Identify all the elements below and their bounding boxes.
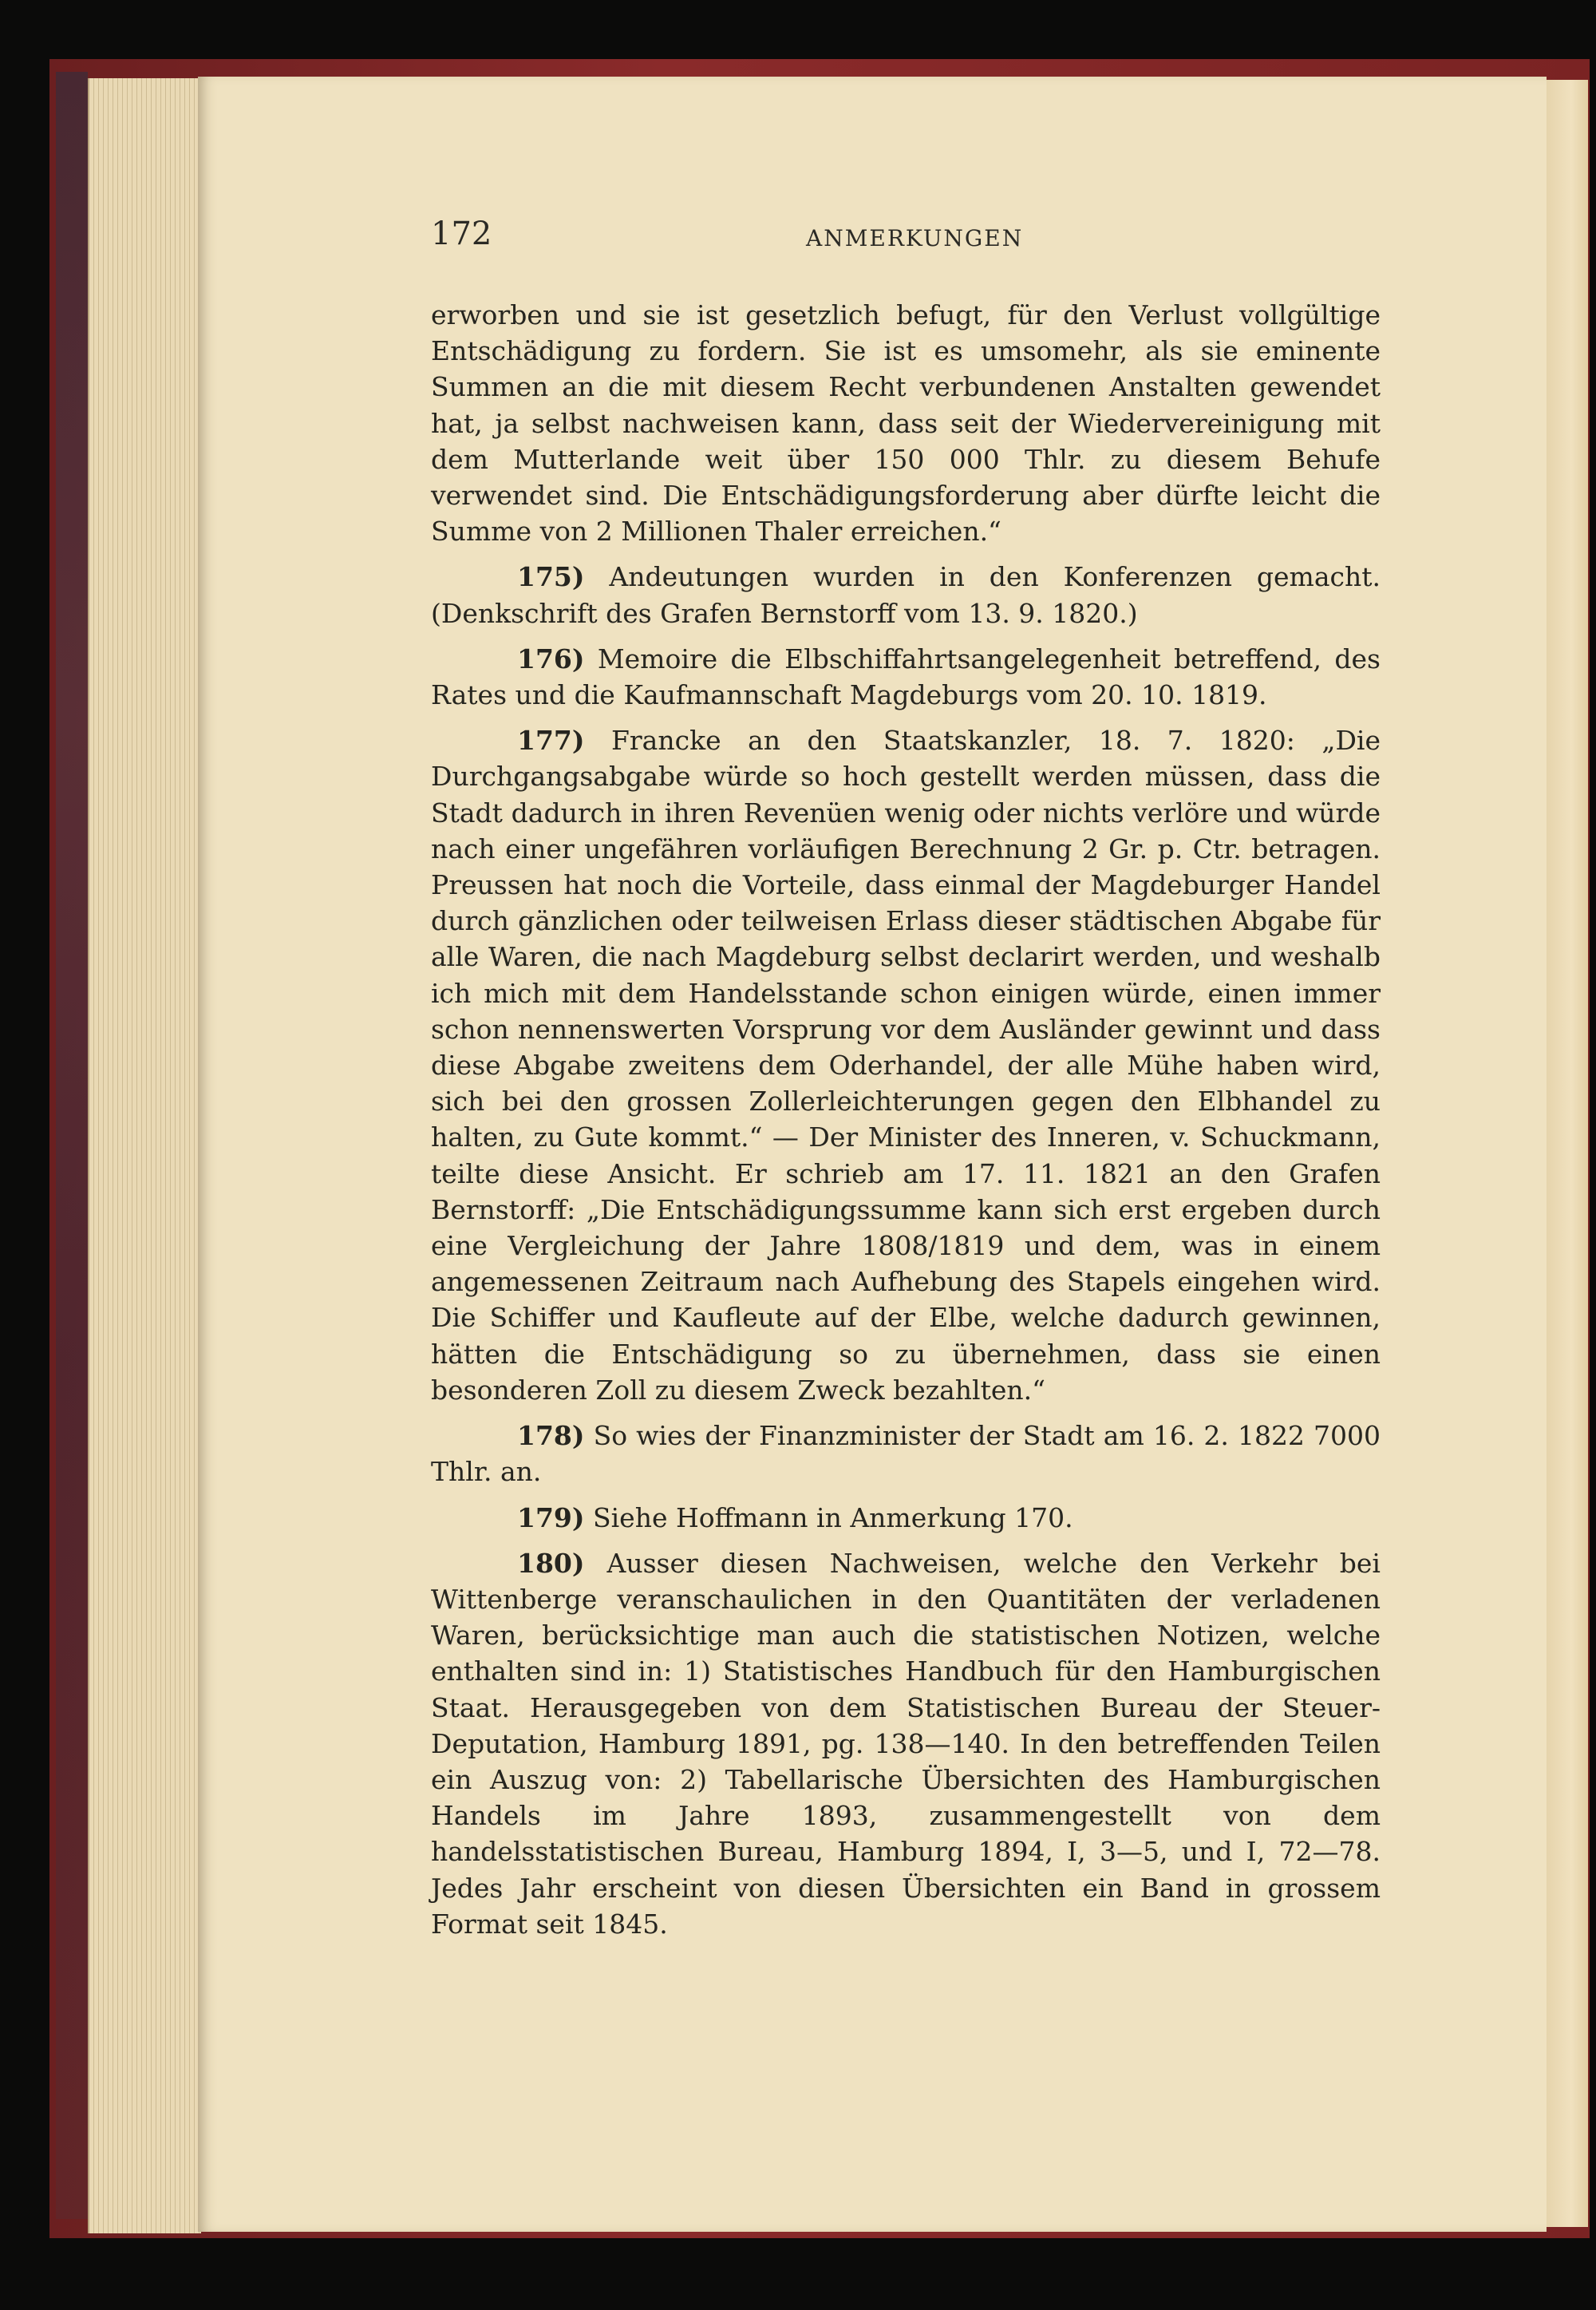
note-number: 179) [517, 1501, 585, 1533]
page-text [431, 297, 1381, 1952]
note-text: Memoire die Elbschiffahrtsangelegenheit betreffend, des Rates und die Kaufmannschaft Magdeburgs vom 20. 10. 1819. [431, 643, 1381, 711]
note-177 [431, 722, 1381, 1408]
note-175 [431, 559, 1381, 631]
note-number: 177) [517, 725, 585, 757]
header-title: ANMERKUNGEN [806, 225, 1024, 251]
note-number: 176) [517, 643, 585, 674]
note-number: 175) [517, 561, 585, 593]
note-text: Francke an den Staatskanzler, 18. 7. 1820: „Die Durchgangsabgabe würde so hoch gestellt werden müssen, dass die Stadt dadurch in ihren Revenüen wenig oder nichts verlöre und würde nach einer ungefähren vorläufigen Berechnung 2 Gr. p. Ctr. betragen. Preussen hat noch die Vorteile, dass einmal der Magdeburger Handel durch gänzlichen oder teilweisen Erlass dieser städtischen Abgabe für alle Waren, die nach Magdeburg selbst declarirt werden, und weshalb ich mich mit dem Handelsstande schon einigen würde, einen immer schon nennenswerten Vorsprung vor dem Ausländer gewinnt und dass diese Abgabe zweitens dem Oderhandel, der alle Mühe haben wird, sich bei den grossen Zollerleichterungen gegen den Elbhandel zu halten, zu Gute kommt.“ — Der Minister des Inneren, v. Schuckmann, teilte diese Ansicht. Er schrieb am 17. 11. 1821 an den Grafen Bernstorff: „Die Entschädigungssumme kann sich erst ergeben durch eine Vergleichung der Jahre 1808/1819 und dem, was in einem angemessenen Zeitraum nach Aufhebung des Stapels eingehen wird. Die Schiffer und Kaufleute auf der Elbe, welche dadurch gewinnen, hätten die Entschädigung so zu übernehmen, dass sie einen besonderen Zoll zu diesem Zweck bezahlten.“ [431, 725, 1381, 1406]
note-text: Siehe Hoffmann in Anmerkung 170. [593, 1501, 1073, 1533]
page-number: 172 [431, 216, 492, 252]
note-176 [431, 641, 1381, 713]
running-head [431, 216, 1389, 263]
note-number: 180) [517, 1547, 585, 1579]
note-number: 178) [517, 1420, 585, 1452]
note-text: Andeutungen wurden in den Konferenzen gemacht. (Denkschrift des Grafen Bernstorff vom 13. 9. 1820.) [431, 561, 1381, 629]
cover-edge [56, 72, 88, 2219]
note-178 [431, 1418, 1381, 1489]
note-text: So wies der Finanzminister der Stadt am 16. 2. 1822 7000 Thlr. an. [431, 1420, 1381, 1488]
facing-page-edge [1547, 80, 1588, 2227]
continuation-paragraph: erworben und sie ist gesetzlich befugt, für den Verlust vollgültige Entschädigung zu fordern. Sie ist es umsomehr, als sie eminente Summen an die mit diesem Recht verbundenen Anstalten gewendet hat, ja selbst nachweisen kann, dass seit der Wiedervereinigung mit dem Mutterlande weit über 150 000 Thlr. zu diesem Behufe verwendet sind. Die Entschädigungsforderung aber dürfte leicht die Summe von 2 Millionen Thaler erreichen.“ [431, 299, 1381, 548]
note-180 [431, 1545, 1381, 1942]
note-text: Ausser diesen Nachweisen, welche den Verkehr bei Wittenberge veranschaulichen in den Quantitäten der verladenen Waren, berücksichtige man auch die statistischen Notizen, welche enthalten sind in: 1) Statistisches Handbuch für den Hamburgischen Staat. Herausgegeben von dem Statistischen Bureau der Steuer-Deputation, Hamburg 1891, pg. 138—140. In den betreffenden Teilen ein Auszug von: 2) Tabellarische Übersichten des Hamburgischen Handels im Jahre 1893, zusammengestellt von dem handelsstatistischen Bureau, Hamburg 1894, I, 3—5, und I, 72—78. Jedes Jahr erscheint von diesen Übersichten ein Band in grossem Format seit 1845. [431, 1547, 1381, 1940]
note-179 [431, 1500, 1381, 1536]
page-edges [88, 78, 201, 2233]
